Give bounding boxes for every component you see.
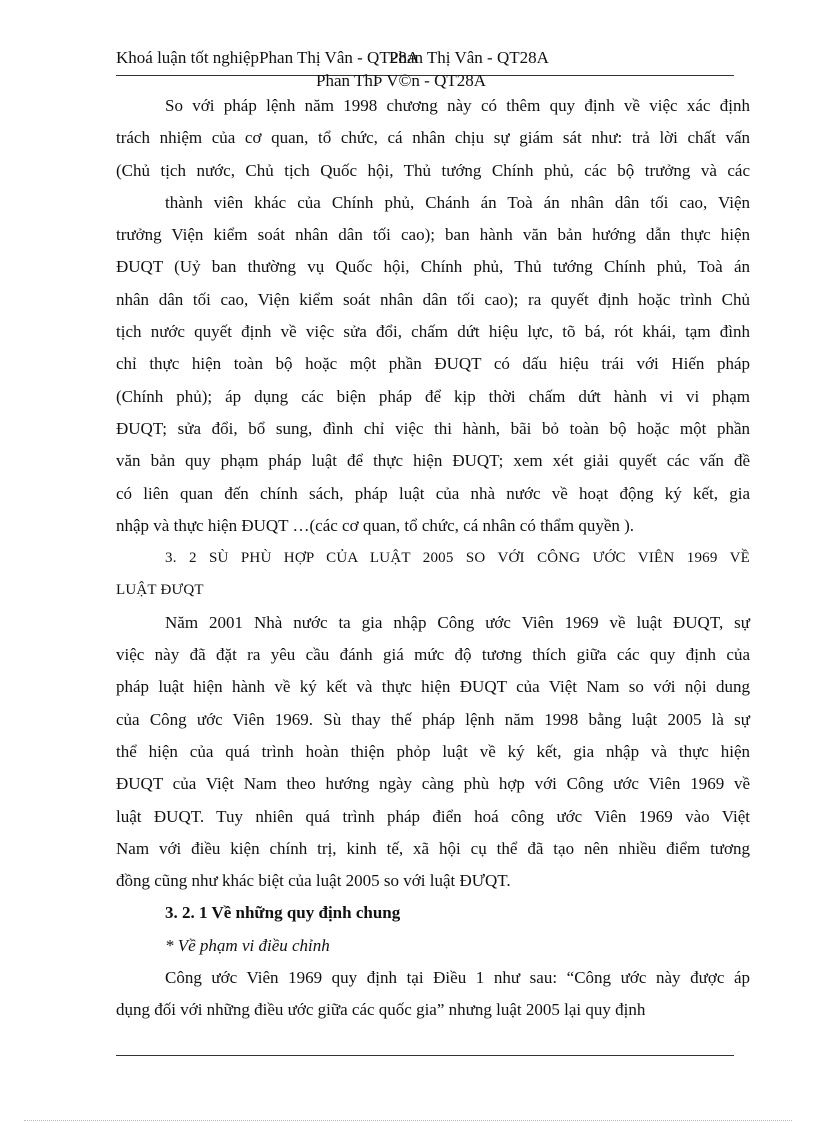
paragraph-line: chỉ thực hiện toàn bộ hoặc một phần ĐUQT có dấu hiệu trái với Hiến pháp xyxy=(116,354,750,374)
paragraph-line: nhân dân tối cao, Viện kiểm soát nhân dân tối cao); ra quyết định hoặc trình Chủ xyxy=(116,289,750,309)
paragraph-line: văn bản quy phạm pháp luật để thực hiện ĐUQT; xem xét giải quyết các vấn đề xyxy=(116,451,750,471)
paragraph-line: đồng cũng như khác biệt của luật 2005 so với luật ĐƯQT. xyxy=(116,871,511,891)
paragraph-line: (Chủ tịch nước, Chủ tịch Quốc hội, Thủ tướng Chính phủ, các bộ trưởng và các xyxy=(116,160,750,180)
paragraph-line: ĐUQT; sửa đổi, bổ sung, đình chỉ việc thi hành, bãi bỏ toàn bộ hoặc một phần xyxy=(116,418,750,438)
paragraph-line: của Công ước Viên 1969. Sù thay thế pháp lệnh năm 1998 bằng luật 2005 là sự xyxy=(116,709,750,729)
running-header-line2: Phan ThÞ V©n - QT28A xyxy=(316,71,487,90)
section-heading-3-2-1: 3. 2. 1 Về những quy định chung xyxy=(165,903,401,923)
paragraph-line: ĐUQT (Uỷ ban thường vụ Quốc hội, Chính phủ, Thủ tướng Chính phủ, Toà án xyxy=(116,257,750,277)
paragraph-line: dụng đối với những điều ước giữa các quốc gia” nhưng luật 2005 lại quy định xyxy=(116,1000,646,1020)
paragraph-line: thành viên khác của Chính phủ, Chánh án Toà án nhân dân tối cao, Viện xyxy=(165,192,750,212)
header-part-thesis: Khoá luận tốt nghiệp xyxy=(116,48,260,67)
section-heading-3-2: 3. 2 SÙ PHÙ HỢP CỦA LUẬT 2005 SO VỚI CÔNG ƯỚC VIÊN 1969 VỀ xyxy=(165,550,750,567)
document-body xyxy=(116,90,750,1027)
footer-rule xyxy=(116,1055,734,1056)
paragraph-line: (Chính phủ); áp dụng các biện pháp để kịp thời chấm dứt hành vi vi phạm xyxy=(116,386,750,406)
paragraph-line: có liên quan đến chính sách, pháp luật của nhà nước về hoạt động ký kết, gia xyxy=(116,483,750,503)
running-header xyxy=(116,48,549,68)
paragraph-line: Năm 2001 Nhà nước ta gia nhập Công ước Viên 1969 về luật ĐUQT, sự xyxy=(165,612,750,632)
page-break-dotted-line xyxy=(24,1120,792,1121)
paragraph-line: trách nhiệm của cơ quan, tổ chức, cá nhân chịu sự giám sát như: trả lời chất vấn xyxy=(116,128,750,148)
paragraph-line: thể hiện của quá trình hoàn thiện phỏp luật về ký kết, gia nhập và thực hiện xyxy=(116,741,750,761)
header-part-author-overlap: Phan Thị Vân - QT28A xyxy=(388,48,549,67)
header-part-author: Phan Thị Vân - QT28A xyxy=(259,48,419,67)
paragraph-line: luật ĐUQT. Tuy nhiên quá trình pháp điển hoá công ước Viên 1969 vào Việt xyxy=(116,806,750,826)
paragraph-line: nhập và thực hiện ĐUQT …(các cơ quan, tổ chức, cá nhân có thẩm quyền ). xyxy=(116,515,635,535)
subheading-scope: * Về phạm vi điều chỉnh xyxy=(165,935,330,955)
paragraph-line: việc này đã đặt ra yêu cầu đánh giá mức độ tương thích giữa các quy định của xyxy=(116,645,750,665)
paragraph-line: trưởng Viện kiểm soát nhân dân tối cao); ban hành văn bản hướng dẫn thực hiện xyxy=(116,225,750,245)
paragraph-line: So với pháp lệnh năm 1998 chương này có thêm quy định về việc xác định xyxy=(165,96,750,115)
paragraph-line: tịch nước quyết định về việc sửa đổi, chấm dứt hiệu lực, tõ bá, rót khái, tạm đình xyxy=(116,322,750,342)
paragraph-line: pháp luật hiện hành về ký kết và thực hiện ĐUQT của Việt Nam so với nội dung xyxy=(116,677,750,697)
paragraph-line: Nam với điều kiện chính trị, kinh tế, xã hội cụ thể đã tạo nên nhiều điểm tương xyxy=(116,838,750,858)
section-heading-3-2-cont: LUẬT ĐƯQT xyxy=(116,582,204,599)
paragraph-line: ĐUQT của Việt Nam theo hướng ngày càng phù hợp với Công ước Viên 1969 về xyxy=(116,774,750,794)
paragraph-line: Công ước Viên 1969 quy định tại Điều 1 như sau: “Công ước này được áp xyxy=(165,968,750,988)
